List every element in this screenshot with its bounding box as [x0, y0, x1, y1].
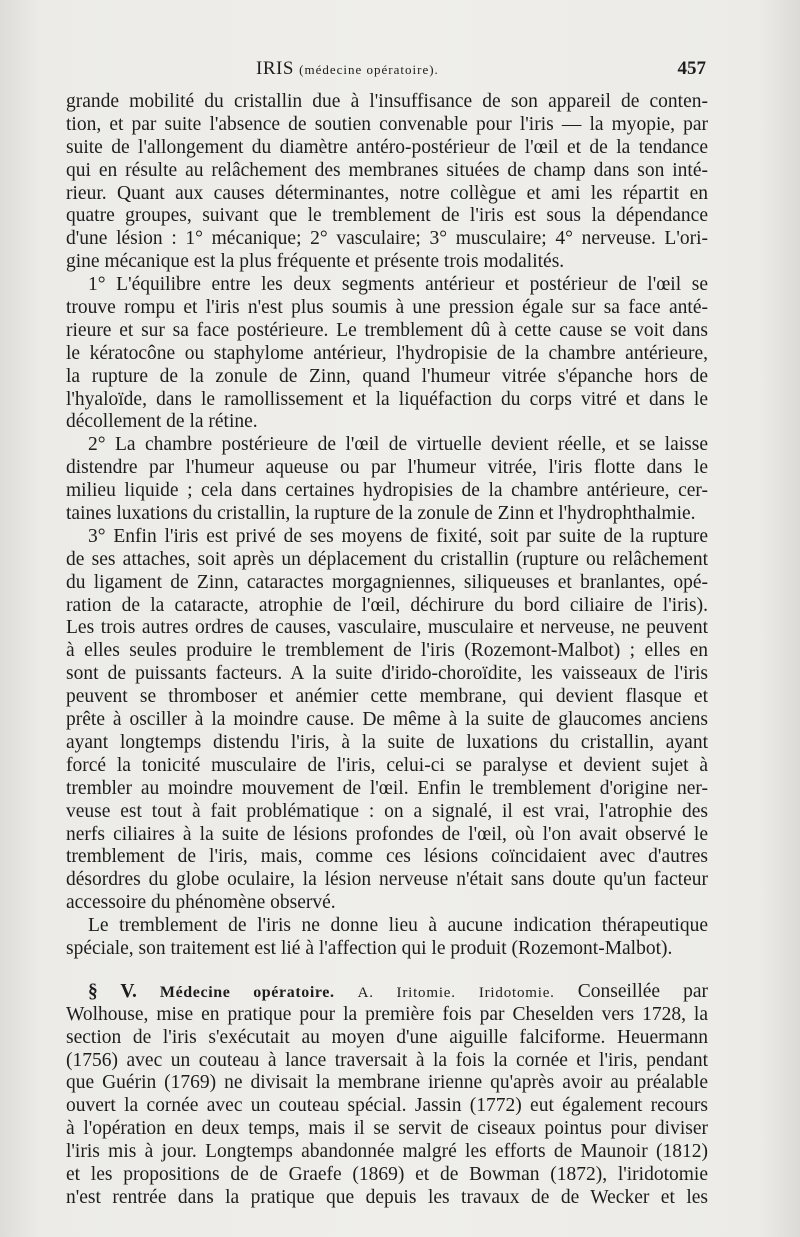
section-lines [66, 1004, 708, 1210]
text-line: 1° L'équilibre entre les deux segments antérieur et postérieur de l'œil se [88, 274, 708, 296]
text-line: nerfs ciliaires à la suite de lésions profondes de l'œil, où l'on avait observé le [66, 823, 708, 845]
text-line: gine mécanique est la plus fréquente et présente trois modalités. [66, 251, 565, 273]
text-line: veuse est tout à fait problématique : on a signalé, il est vrai, l'atrophie des [66, 800, 708, 822]
text-line: 3° Enfin l'iris est privé de ses moyens de fixité, soit par suite de la rupture [88, 525, 708, 547]
running-header [66, 58, 706, 84]
paragraph [66, 915, 708, 961]
text-line: distendre par l'humeur aqueuse ou par l'humeur vitrée, l'iris flotte dans le [66, 457, 708, 479]
text-line: Le tremblement de l'iris ne donne lieu à aucune indication thérapeutique [88, 915, 708, 937]
text-line: Les trois autres ordres de causes, vasculaire, musculaire et nerveuse, ne peuvent [66, 617, 708, 639]
running-title-sub: (médecine opératoire). [299, 62, 439, 77]
text-line: grande mobilité du cristallin due à l'insuffisance de son appareil de conten- [66, 91, 708, 112]
section-v [66, 981, 708, 1210]
text-line: quatre groupes, suivant que le tremblement de l'iris est sous la dépendance [66, 205, 708, 227]
paragraph [66, 91, 708, 274]
section-subtitle-a: A. Iritomie. [357, 984, 456, 1001]
section-first-line-rest: Conseillée par [577, 980, 708, 1002]
paragraph [66, 526, 708, 915]
text-line: tremblement de l'iris, mais, comme ces lésions coïncidaient avec d'autres [66, 846, 708, 868]
text-line: la rupture de la zonule de Zinn, quand l'humeur vitrée s'épanche hors de [66, 365, 708, 387]
text-line: désordres du globe oculaire, la lésion nerveuse n'était sans doute qu'un facteur [66, 869, 708, 891]
section-gap [66, 961, 708, 981]
text-line: n'est rentrée dans la pratique que depuis les travaux de de Wecker et les [66, 1186, 708, 1208]
text-line: spéciale, son traitement est lié à l'affection qui le produit (Rozemont-Malbot). [66, 937, 673, 959]
text-line: sont de puissants facteurs. A la suite d'irido-choroïdite, les vaisseaux de l'iris [66, 663, 708, 685]
text-line: trouve rompu et l'iris n'est plus soumis à une pression égale sur sa face anté- [66, 297, 708, 319]
text-line: ouvert la cornée avec un couteau spécial. Jassin (1772) eut également recours [66, 1095, 708, 1117]
text-line: milieu liquide ; cela dans certaines hydropisies de la chambre antérieure, cer- [66, 480, 708, 502]
text-line: trembler au moindre mouvement de l'œil. Enfin le tremblement d'origine ner- [66, 777, 708, 799]
text-line: rieure et sur sa face postérieure. Le tremblement dû à cette cause se voit dans [66, 319, 708, 341]
text-line: qui en résulte au relâchement des membranes situées de champ dans son inté- [66, 159, 708, 181]
text-line: taines luxations du cristallin, la rupture de la zonule de Zinn et l'hydrophthalmie. [66, 503, 696, 525]
text-line: forcé la tonicité musculaire de l'iris, celui-ci se paralyse et devient sujet à [66, 754, 708, 776]
text-line: rieur. Quant aux causes déterminantes, notre collègue et ami les répartit en [66, 182, 708, 204]
text-line: ayant longtemps distendu l'iris, à la suite de luxations du cristallin, ayant [66, 731, 708, 753]
text-line: tion, et par suite l'absence de soutien convenable pour l'iris — la myopie, par [66, 113, 708, 135]
text-line: du ligament de Zinn, cataractes morgagniennes, siliqueuses et branlantes, opé- [66, 571, 708, 593]
paragraph [66, 274, 708, 434]
text-line: suite de l'allongement du diamètre antéro-postérieur de l'œil et de la tendance [66, 136, 708, 158]
section-title: Médecine opératoire. [159, 983, 335, 1001]
section-subtitle-b: Iridotomie. [478, 984, 555, 1001]
section-heading-line [66, 981, 708, 1004]
text-line: le kératocône ou staphylome antérieur, l'hydropisie de la chambre antérieure, [66, 342, 708, 364]
page-number: 457 [677, 58, 706, 79]
text-line: que Guérin (1769) ne divisait la membrane irienne qu'après avoir au préalable [66, 1072, 708, 1094]
text-line: à elles seules produire le tremblement de l'iris (Rozemont-Malbot) ; elles en [66, 640, 708, 662]
text-line: et les propositions de de Graefe (1869) et de Bowman (1872), l'iridotomie [66, 1163, 708, 1185]
body-text [66, 91, 708, 1210]
text-line: ration de la cataracte, atrophie de l'œil, déchirure du bord ciliaire de l'iris). [66, 594, 708, 616]
section-mark: § V. [88, 980, 137, 1002]
text-line: Wolhouse, mise en pratique pour la première fois par Cheselden vers 1728, la [66, 1003, 708, 1025]
text-line: accessoire du phénomène observé. [66, 892, 336, 914]
running-title-main: IRIS [256, 58, 294, 79]
text-line: peuvent se thromboser et anémier cette membrane, qui devient flasque et [66, 686, 708, 708]
paragraphs [66, 91, 708, 961]
text-line: l'iris mis à jour. Longtemps abandonnée malgré les efforts de Maunoir (1812) [66, 1141, 708, 1163]
text-line: décollement de la rétine. [66, 411, 258, 433]
running-title [256, 58, 439, 80]
text-line: à l'opération en deux temps, mais il se servit de ciseaux pointus pour diviser [66, 1118, 708, 1140]
text-line: d'une lésion : 1° mécanique; 2° vasculaire; 3° musculaire; 4° nerveuse. L'ori- [66, 228, 708, 250]
text-line: (1756) avec un couteau à lance traversait à la fois la cornée et l'iris, pendant [66, 1049, 708, 1071]
text-line: de ses attaches, soit après un déplacement du cristallin (rupture ou relâchement [66, 548, 708, 570]
paragraph [66, 434, 708, 526]
text-line: l'hyaloïde, dans le ramollissement et la liquéfaction du corps vitré et dans le [66, 388, 708, 410]
text-line: section de l'iris s'exécutait au moyen d'une aiguille falciforme. Heuermann [66, 1026, 708, 1048]
text-line: prête à osciller à la moindre cause. De même à la suite de glaucomes anciens [66, 709, 708, 731]
text-line: 2° La chambre postérieure de l'œil de virtuelle devient réelle, et se laisse [88, 434, 708, 456]
